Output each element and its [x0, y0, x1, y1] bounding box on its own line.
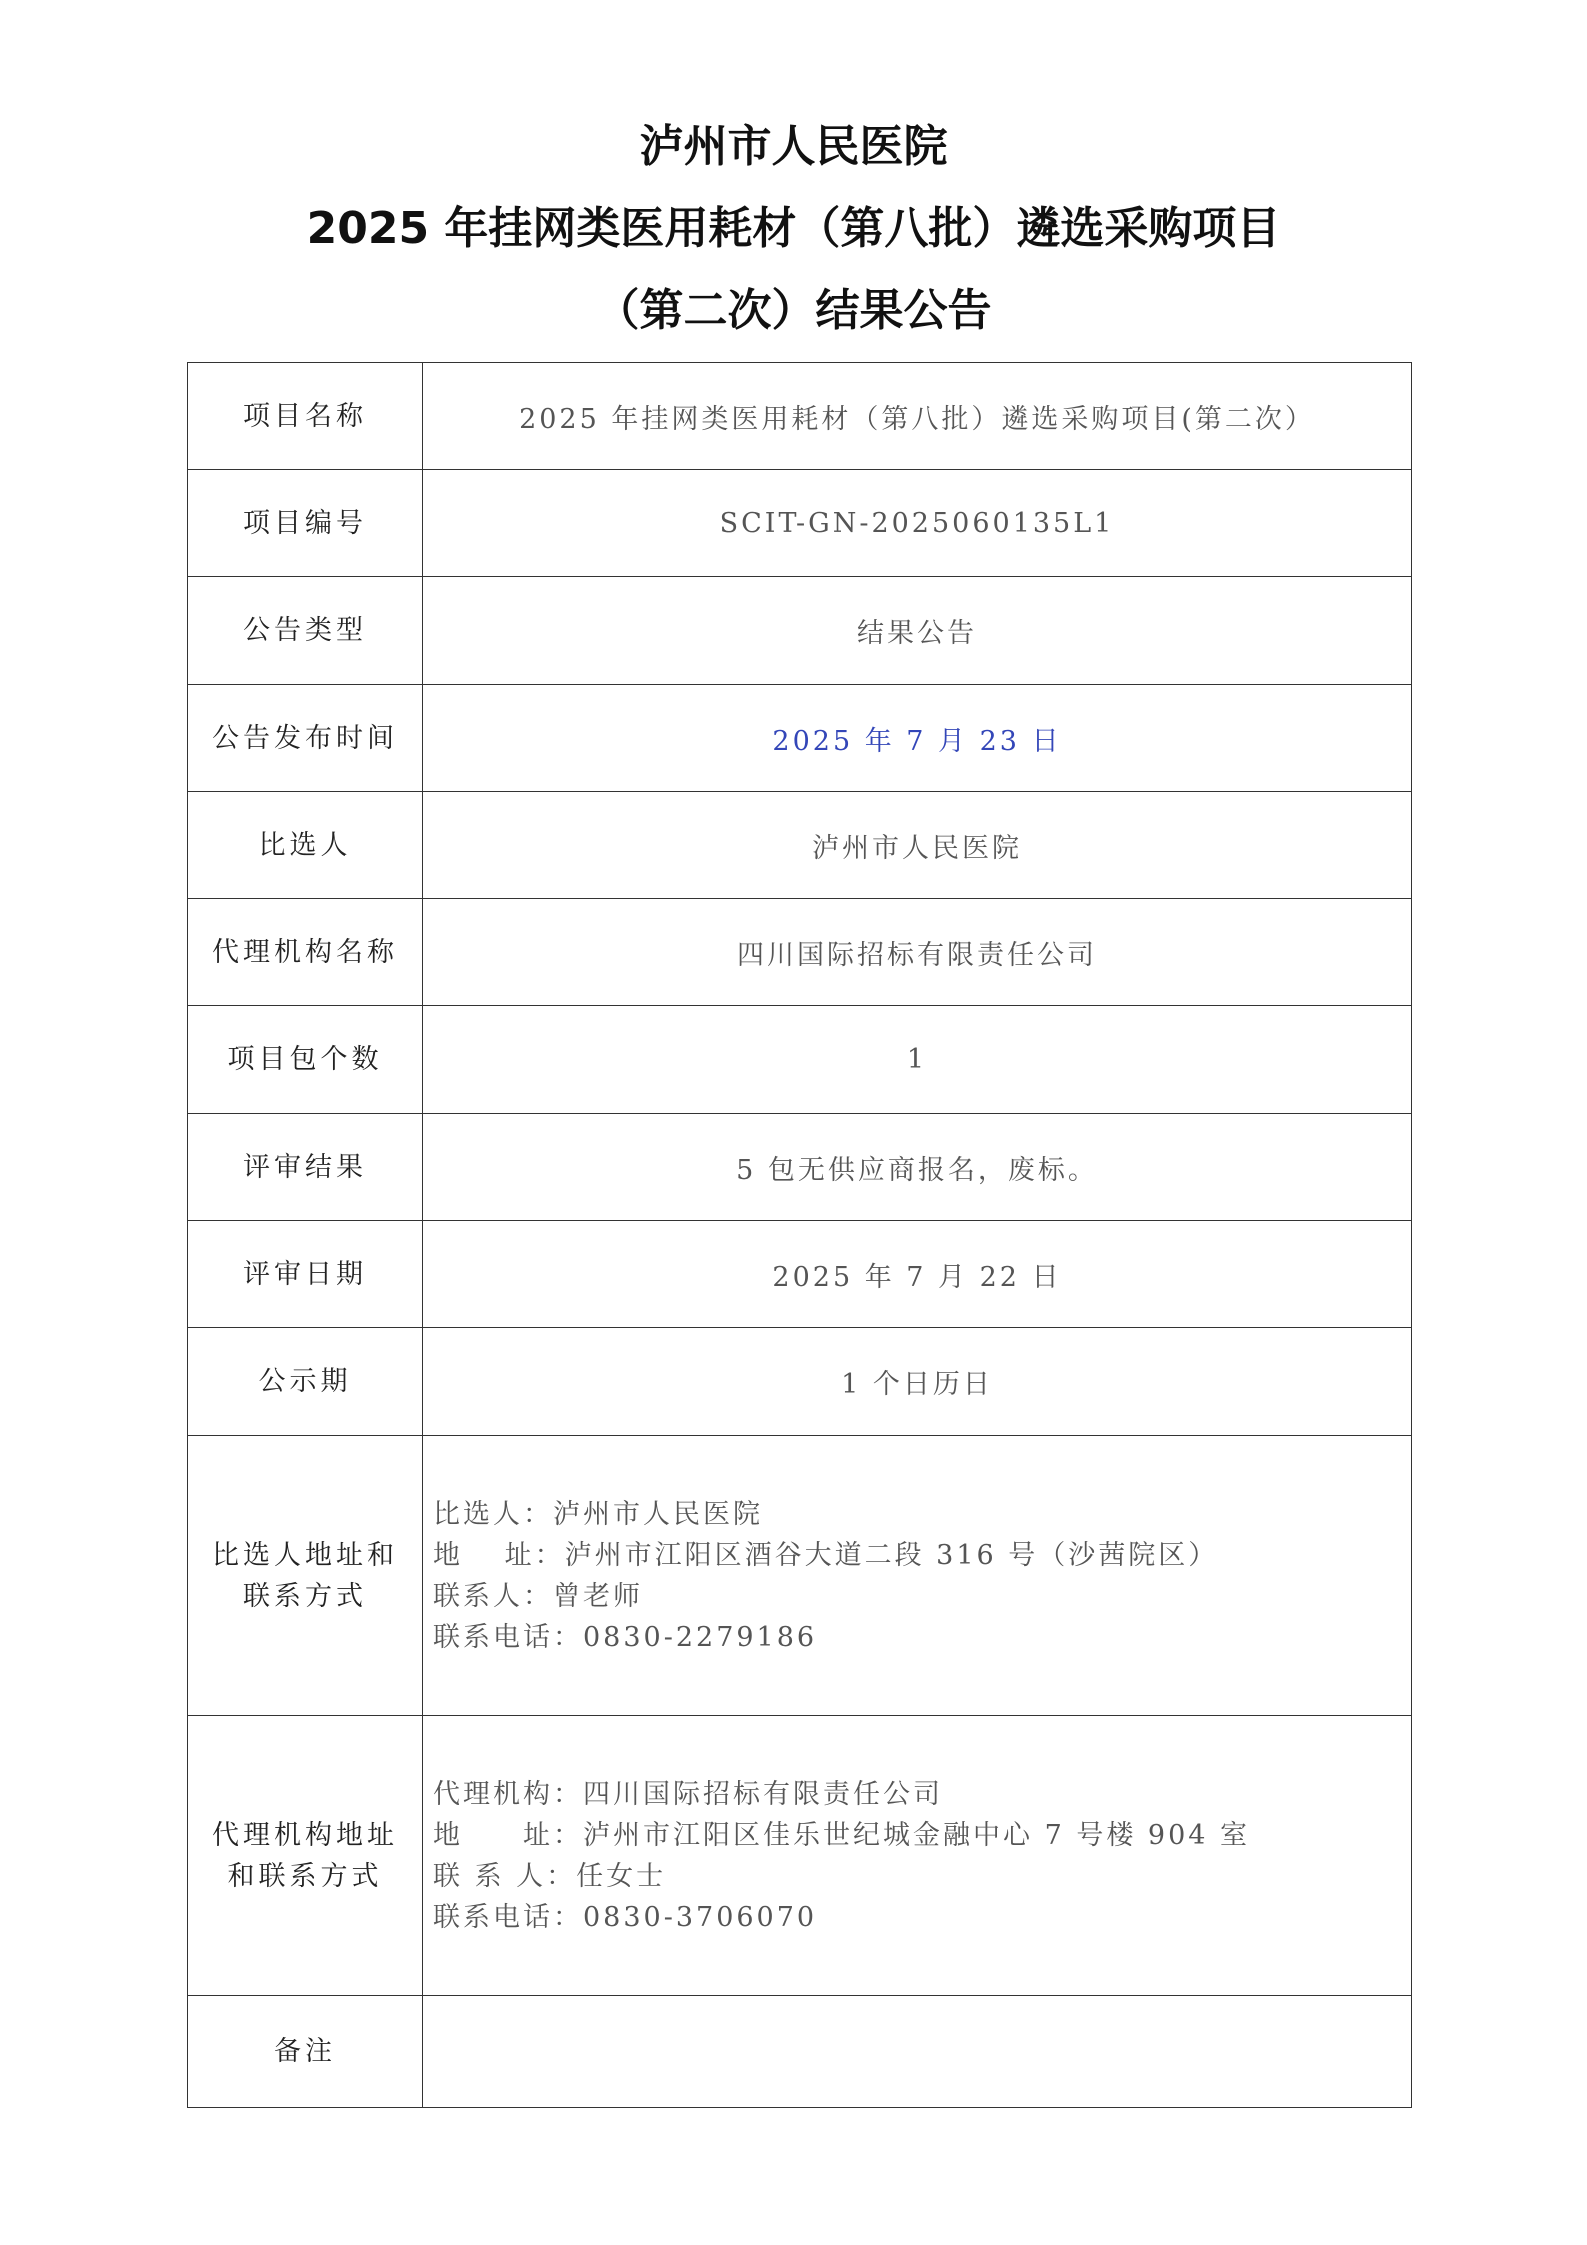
value-review-date: 2025 年 7 月 22 日	[423, 1221, 1412, 1328]
label-review-result: 评审结果	[188, 1114, 423, 1221]
agency-contact-address: 地 址：泸州市江阳区佳乐世纪城金融中心 7 号楼 904 室	[433, 1819, 1251, 1851]
label-agency-contact	[188, 1716, 423, 1996]
value-publish-time: 2025 年 7 月 23 日	[423, 685, 1412, 792]
label-agency-contact-line2: 和联系方式	[227, 1860, 383, 1892]
label-project-number: 项目编号	[188, 470, 423, 577]
label-agency-name: 代理机构名称	[188, 899, 423, 1006]
row-remarks	[188, 1996, 1412, 2108]
label-selector: 比选人	[188, 792, 423, 899]
label-agency-contact-line1: 代理机构地址	[212, 1819, 398, 1851]
value-selector-contact	[423, 1436, 1412, 1716]
announcement-table	[187, 362, 1412, 2108]
selector-contact-name: 比选人：泸州市人民医院	[433, 1498, 763, 1530]
value-project-name: 2025 年挂网类医用耗材（第八批）遴选采购项目(第二次）	[423, 363, 1412, 470]
value-notice-type: 结果公告	[423, 577, 1412, 685]
row-package-count	[188, 1006, 1412, 1114]
label-remarks: 备注	[188, 1996, 423, 2108]
label-selector-contact-line1: 比选人地址和	[212, 1539, 398, 1571]
value-selector: 泸州市人民医院	[423, 792, 1412, 899]
row-selector-contact	[188, 1436, 1412, 1716]
announcement-title	[0, 118, 1587, 364]
value-remarks	[423, 1996, 1412, 2108]
row-notice-type	[188, 577, 1412, 685]
row-review-result	[188, 1114, 1412, 1221]
title-project: 2025 年挂网类医用耗材（第八批）遴选采购项目	[306, 203, 1281, 254]
value-review-result: 5 包无供应商报名，废标。	[423, 1114, 1412, 1221]
selector-contact-phone: 联系电话：0830-2279186	[433, 1621, 818, 1653]
row-agency-contact	[188, 1716, 1412, 1996]
selector-contact-address: 地 址：泸州市江阳区酒谷大道二段 316 号（沙茜院区）	[433, 1539, 1219, 1571]
title-result-notice: （第二次）结果公告	[595, 285, 992, 336]
row-review-date	[188, 1221, 1412, 1328]
row-agency-name	[188, 899, 1412, 1006]
label-review-date: 评审日期	[188, 1221, 423, 1328]
row-publish-time	[188, 685, 1412, 792]
value-agency-contact	[423, 1716, 1412, 1996]
label-project-name: 项目名称	[188, 363, 423, 470]
agency-contact-person: 联 系 人：任女士	[433, 1860, 667, 1892]
row-project-number	[188, 470, 1412, 577]
value-publicity-period: 1 个日历日	[423, 1328, 1412, 1436]
agency-contact-phone: 联系电话：0830-3706070	[433, 1901, 818, 1933]
row-selector	[188, 792, 1412, 899]
label-package-count: 项目包个数	[188, 1006, 423, 1114]
label-notice-type: 公告类型	[188, 577, 423, 685]
value-agency-name: 四川国际招标有限责任公司	[423, 899, 1412, 1006]
row-publicity-period	[188, 1328, 1412, 1436]
label-publicity-period: 公示期	[188, 1328, 423, 1436]
value-project-number: SCIT-GN-2025060135L1	[423, 470, 1412, 577]
label-selector-contact-line2: 联系方式	[243, 1580, 367, 1612]
label-publish-time: 公告发布时间	[188, 685, 423, 792]
value-package-count: 1	[423, 1006, 1412, 1114]
title-hospital: 泸州市人民医院	[639, 121, 948, 172]
label-selector-contact	[188, 1436, 423, 1716]
selector-contact-person: 联系人：曾老师	[433, 1580, 643, 1612]
agency-contact-name: 代理机构：四川国际招标有限责任公司	[433, 1778, 943, 1810]
row-project-name	[188, 363, 1412, 470]
